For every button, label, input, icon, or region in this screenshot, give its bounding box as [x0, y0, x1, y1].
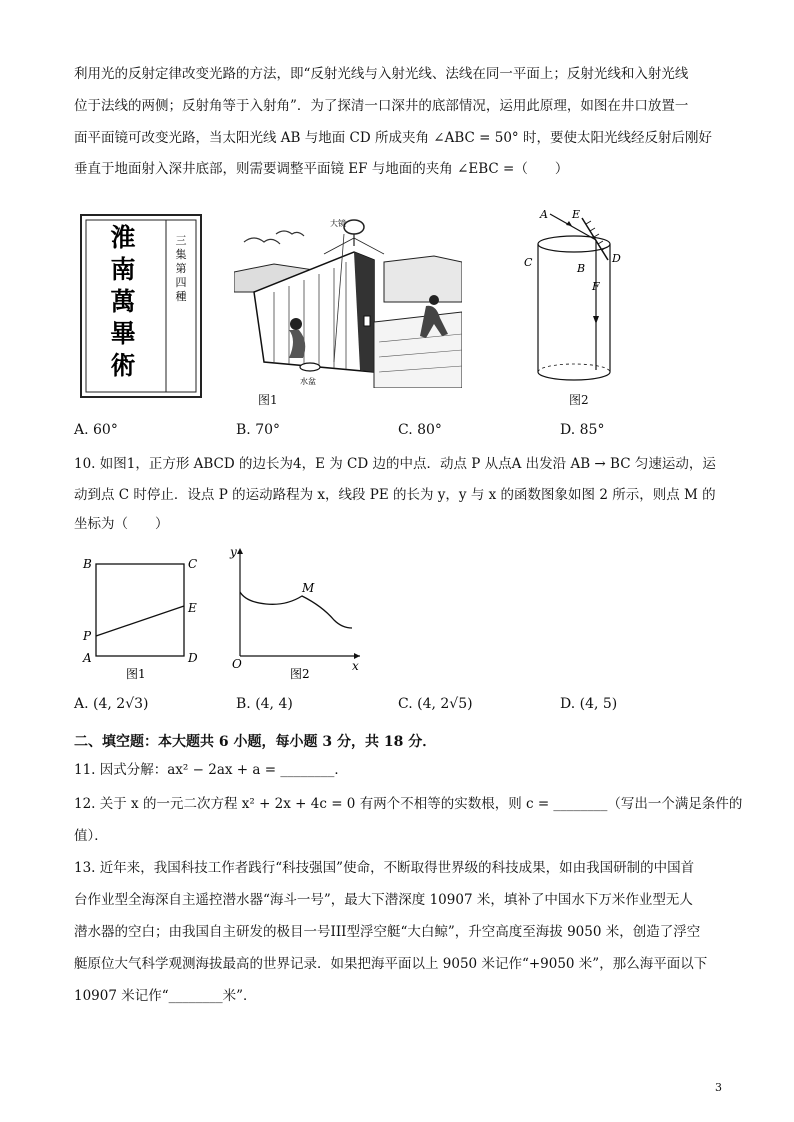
svg-text:南: 南 — [110, 255, 136, 284]
q9-line-3: 面平面镜可改变光路，当太阳光线 AB 与地面 CD 所成夹角 ∠ABC = 50° 时，要使太阳光线经反射后刚好 — [74, 130, 712, 146]
q10-option-b[interactable]: B. (4, 4) — [236, 696, 293, 712]
q10-line-1: 10. 如图1，正方形 ABCD 的边长为4，E 为 CD 边的中点．动点 P 从点A 出发沿 AB → BC 匀速运动，运 — [74, 456, 716, 472]
q9-option-c[interactable]: C. 80° — [398, 422, 442, 438]
svg-text:畢: 畢 — [110, 319, 136, 348]
q10-square-figure — [78, 552, 208, 682]
q10-fig1-E: E — [188, 601, 197, 615]
svg-text:種: 種 — [175, 290, 187, 303]
q10-fig2-y: y — [230, 545, 237, 559]
q10-fig1-C: C — [188, 557, 198, 571]
fig2-point-F: F — [592, 280, 600, 293]
q10-line-2: 动到点 C 时停止．设点 P 的运动路程为 x，线段 PE 的长为 y，y 与 x 的函数图象如图 2 所示，则点 M 的 — [74, 487, 716, 503]
q10-fig2-x: x — [352, 659, 359, 673]
q10-line-3: 坐标为（ ） — [74, 516, 169, 532]
svg-text:術: 術 — [110, 351, 136, 380]
q12-line-2: 值）． — [74, 828, 108, 844]
q9-line-1: 利用光的反射定律改变光路的方法，即“反射光线与入射光线、法线在同一平面上；反射光线和入射光线 — [74, 66, 689, 82]
svg-text:萬: 萬 — [110, 287, 136, 316]
q13-line-3: 潜水器的空白；由我国自主研发的极目一号III型浮空艇“大白鲸”，升空高度至海拔 9050 米，创造了浮空 — [74, 924, 701, 940]
fig2-point-B: B — [577, 262, 586, 275]
q10-fig2-M: M — [302, 581, 315, 595]
book-title-char: 淮 — [110, 223, 136, 252]
svg-text:集: 集 — [175, 248, 187, 261]
svg-text:四: 四 — [175, 276, 187, 289]
fig2-point-E: E — [572, 208, 581, 221]
q10-graph-figure — [226, 544, 366, 682]
well-diagram-figure — [520, 204, 630, 390]
q10-fig1-B: B — [83, 557, 92, 571]
q9-line-4: 垂直于地面射入深井底部，则需要调整平面镜 EF 与地面的夹角 ∠EBC =（ ） — [74, 161, 569, 177]
q10-fig1-P: P — [83, 629, 92, 643]
book-cover-figure — [80, 214, 202, 398]
q10-fig1-label: 图1 — [126, 667, 146, 681]
page-number: 3 — [715, 1081, 722, 1094]
q9-option-d[interactable]: D. 85° — [560, 422, 605, 438]
fig1-label: 图1 — [258, 393, 278, 407]
q9-option-b[interactable]: B. 70° — [236, 422, 281, 438]
fig2-label: 图2 — [569, 393, 589, 407]
q11-line: 11. 因式分解：ax² − 2ax + a = ________． — [74, 762, 348, 778]
svg-text:三: 三 — [175, 234, 187, 247]
section-2-heading: 二、填空题：本大题共 6 小题，每小题 3 分，共 18 分． — [74, 734, 437, 750]
q13-line-1: 13. 近年来，我国科技工作者践行“科技强国”使命，不断取得世界级的科技成果，如由我国研制的中国首 — [74, 860, 695, 876]
q9-line-2: 位于法线的两侧；反射角等于入射角”．为了探清一口深井的底部情况，运用此原理，如图在井口放置一 — [74, 98, 689, 114]
q12-line-1: 12. 关于 x 的一元二次方程 x² + 2x + 4c = 0 有两个不相等的实数根，则 c = ________（写出一个满足条件的 — [74, 796, 743, 812]
svg-text:第: 第 — [175, 262, 187, 275]
q13-line-5: 10907 米记作“________米”． — [74, 988, 257, 1004]
mirror-tag: 大镜 — [330, 219, 346, 228]
fig2-point-D: D — [612, 252, 621, 265]
q10-fig2-O: O — [232, 657, 242, 671]
q10-fig2-label: 图2 — [290, 667, 310, 681]
q10-fig1-D: D — [188, 651, 198, 665]
q9-option-a[interactable]: A. 60° — [74, 422, 118, 438]
q13-line-4: 艇原位大气科学观测海拔最高的世界记录．如果把海平面以上 9050 米记作“+9050 米”，那么海平面以下 — [74, 956, 708, 972]
q10-fig1-A: A — [83, 651, 92, 665]
fig2-point-A: A — [540, 208, 548, 221]
fig2-point-C: C — [524, 256, 533, 269]
well-illustration-figure — [234, 212, 462, 388]
q13-line-2: 台作业型全海深自主遥控潜水器“海斗一号”，最大下潜深度 10907 米，填补了中国水下万米作业型无人 — [74, 892, 693, 908]
q10-option-a[interactable]: A. (4, 2√3) — [74, 696, 149, 712]
q10-option-c[interactable]: C. (4, 2√5) — [398, 696, 473, 712]
q10-option-d[interactable]: D. (4, 5) — [560, 696, 618, 712]
basin-tag: 水盆 — [300, 377, 316, 386]
